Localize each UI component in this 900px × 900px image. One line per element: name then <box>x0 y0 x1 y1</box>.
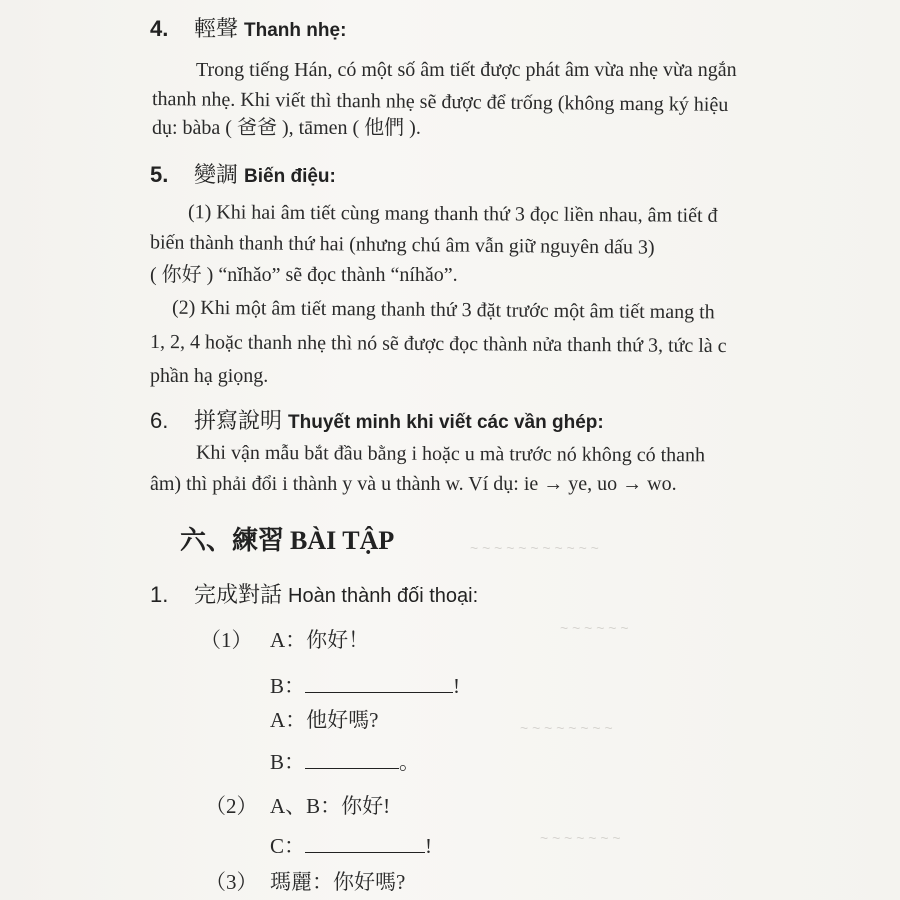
paragraph-line: 1, 2, 4 hoặc thanh nhẹ thì nó sẽ được đọc thành nửa thanh thứ 3, tức là c <box>149 330 727 358</box>
bleed-through-text: ~ ~ ~ ~ ~ ~ <box>560 620 629 636</box>
dialog-line: A、B：你好! <box>270 794 391 818</box>
dialog-line: 瑪麗：你好嗎? <box>270 870 406 894</box>
paragraph-line: Khi vận mẫu bắt đầu bằng i hoặc u mà trước nó không có thanh <box>195 441 706 467</box>
bleed-through-text: ~ ~ ~ ~ ~ ~ ~ ~ <box>520 720 613 736</box>
paragraph-line: (2) Khi một âm tiết mang thanh thứ 3 đặt trước một âm tiết mang th <box>171 296 715 324</box>
speaker-label: B： <box>270 750 306 774</box>
dialog-line: A：你好！ <box>270 628 370 652</box>
paragraph-line: thanh nhẹ. Khi viết thì thanh nhẹ sẽ được để trống (không mang ký hiệu <box>151 87 729 117</box>
section-number: 5. <box>150 162 169 187</box>
question-number: 1. <box>150 582 169 607</box>
question-title: Hoàn thành đối thoại: <box>288 585 479 607</box>
section-number: 6. <box>150 408 169 433</box>
section-chinese-title: 變調 <box>194 163 239 188</box>
dialog-label: （2） <box>205 794 258 818</box>
answer-blank[interactable] <box>305 832 425 853</box>
dialog-label: （3） <box>205 870 258 894</box>
paragraph-line: âm) thì phải đổi i thành y và u thành w. Ví dụ: ie → ye, uo → wo. <box>150 473 677 495</box>
dialog-blank-line <box>270 748 420 773</box>
question-1-heading <box>150 578 478 609</box>
bleed-through-text: ~ ~ ~ ~ ~ ~ ~ <box>540 830 621 846</box>
paragraph-line: biến thành thanh thứ hai (nhưng chú âm vẫn giữ nguyên dấu 3) <box>149 231 655 259</box>
section-4-heading <box>150 12 346 43</box>
question-chinese-title: 完成對話 <box>194 583 283 608</box>
answer-blank[interactable] <box>305 748 399 769</box>
exercise-chinese-title: 六、練習 <box>180 526 285 556</box>
speaker-label: B： <box>270 674 306 698</box>
answer-blank[interactable] <box>305 672 453 693</box>
dialog-blank-line <box>270 832 432 857</box>
section-title: Thanh nhẹ: <box>244 20 347 41</box>
section-title: Biến điệu: <box>244 166 336 187</box>
blank-suffix: 。 <box>399 750 421 774</box>
exercise-heading <box>180 520 394 557</box>
blank-suffix: ! <box>425 834 433 858</box>
paragraph-line: (1) Khi hai âm tiết cùng mang thanh thứ 3 đọc liền nhau, âm tiết đ <box>187 201 718 227</box>
dialog-blank-line <box>270 672 460 697</box>
paragraph-line: dụ: bàba ( 爸爸 ), tāmen ( 他們 ). <box>152 117 421 139</box>
section-number: 4. <box>150 16 169 41</box>
dialog-label: （1） <box>200 628 253 652</box>
paragraph-line: Trong tiếng Hán, có một số âm tiết được phát âm vừa nhẹ vừa ngắn <box>196 59 737 81</box>
dialog-line: A：他好嗎? <box>270 708 379 732</box>
section-title: Thuyết minh khi viết các vần ghép: <box>288 412 604 433</box>
bleed-through-text: ~ ~ ~ ~ ~ ~ ~ ~ ~ ~ ~ <box>470 540 599 556</box>
exercise-title: BÀI TẬP <box>290 526 395 555</box>
section-chinese-title: 輕聲 <box>194 17 239 42</box>
paragraph-line: phần hạ giọng. <box>150 365 269 387</box>
speaker-label: C： <box>270 834 306 858</box>
blank-suffix: ! <box>453 674 461 698</box>
section-6-heading <box>150 404 604 435</box>
section-5-heading <box>150 158 336 189</box>
section-chinese-title: 拼寫說明 <box>194 409 283 434</box>
paragraph-line: ( 你好 ) “nǐhǎo” sẽ đọc thành “níhǎo”. <box>150 264 458 286</box>
